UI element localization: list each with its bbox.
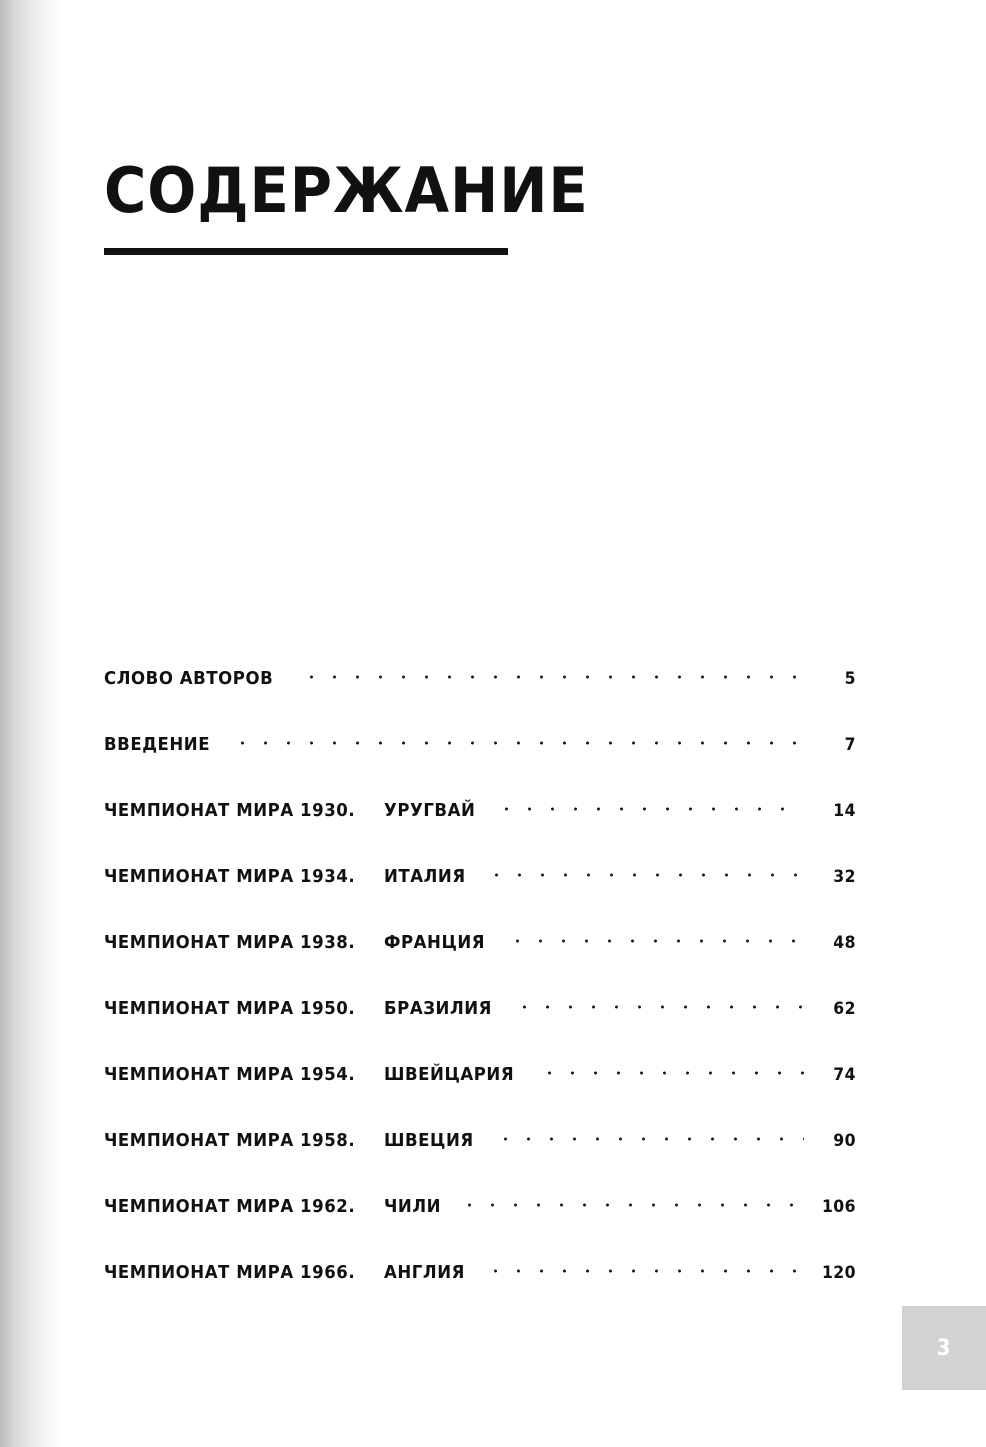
- page-gutter-shadow: [0, 0, 62, 1447]
- dot-leader: [231, 740, 804, 746]
- dot-leader: [495, 806, 804, 812]
- list-item[interactable]: [104, 734, 856, 800]
- dot-leader: [458, 1202, 804, 1208]
- toc-entry-host: ФРАНЦИЯ: [384, 932, 486, 953]
- list-item[interactable]: [104, 1196, 856, 1262]
- list-item[interactable]: [104, 668, 856, 734]
- table-of-contents: [104, 668, 856, 1328]
- page-title: СОДЕРЖАНИЕ: [104, 154, 589, 227]
- dot-leader: [513, 1004, 804, 1010]
- toc-entry-title: СЛОВО АВТОРОВ: [104, 668, 274, 689]
- toc-entry-title: ЧЕМПИОНАТ МИРА 1966.: [104, 1262, 356, 1283]
- toc-entry-host: ИТАЛИЯ: [384, 866, 466, 887]
- toc-entry-host: УРУГВАЙ: [384, 800, 476, 821]
- toc-entry-page: 74: [833, 1065, 856, 1085]
- dot-leader: [485, 872, 804, 878]
- page-number: 3: [937, 1335, 951, 1361]
- toc-entry-title: ЧЕМПИОНАТ МИРА 1962.: [104, 1196, 356, 1217]
- toc-entry-title: ВВЕДЕНИЕ: [104, 734, 211, 755]
- toc-entry-title: ЧЕМПИОНАТ МИРА 1954.: [104, 1064, 356, 1085]
- list-item[interactable]: [104, 998, 856, 1064]
- toc-entry-title: ЧЕМПИОНАТ МИРА 1934.: [104, 866, 356, 887]
- toc-entry-page: 5: [844, 669, 856, 689]
- toc-entry-host: ШВЕЦИЯ: [384, 1130, 474, 1151]
- list-item[interactable]: [104, 1130, 856, 1196]
- toc-entry-page: 48: [833, 933, 856, 953]
- title-block: [104, 154, 864, 255]
- toc-entry-title: ЧЕМПИОНАТ МИРА 1938.: [104, 932, 356, 953]
- dot-leader: [506, 938, 804, 944]
- toc-entry-page: 120: [821, 1263, 856, 1283]
- title-underline-rule: [104, 248, 508, 255]
- toc-entry-title: ЧЕМПИОНАТ МИРА 1958.: [104, 1130, 356, 1151]
- toc-entry-page: 32: [833, 867, 856, 887]
- list-item[interactable]: [104, 800, 856, 866]
- dot-leader: [300, 674, 804, 680]
- list-item[interactable]: [104, 932, 856, 998]
- dot-leader: [494, 1136, 804, 1142]
- list-item[interactable]: [104, 866, 856, 932]
- list-item[interactable]: [104, 1262, 856, 1328]
- dot-leader: [484, 1268, 804, 1274]
- toc-entry-host: АНГЛИЯ: [384, 1262, 465, 1283]
- toc-entry-page: 14: [833, 801, 856, 821]
- dot-leader: [538, 1070, 805, 1076]
- toc-entry-page: 90: [833, 1131, 856, 1151]
- toc-entry-page: 7: [844, 735, 856, 755]
- list-item[interactable]: [104, 1064, 856, 1130]
- toc-entry-host: ЧИЛИ: [384, 1196, 442, 1217]
- toc-entry-title: ЧЕМПИОНАТ МИРА 1950.: [104, 998, 356, 1019]
- toc-entry-page: 106: [821, 1197, 856, 1217]
- page-folio: [902, 1306, 986, 1390]
- toc-entry-host: ШВЕЙЦАРИЯ: [384, 1064, 515, 1085]
- toc-entry-page: 62: [833, 999, 856, 1019]
- toc-entry-title: ЧЕМПИОНАТ МИРА 1930.: [104, 800, 356, 821]
- toc-entry-host: БРАЗИЛИЯ: [384, 998, 493, 1019]
